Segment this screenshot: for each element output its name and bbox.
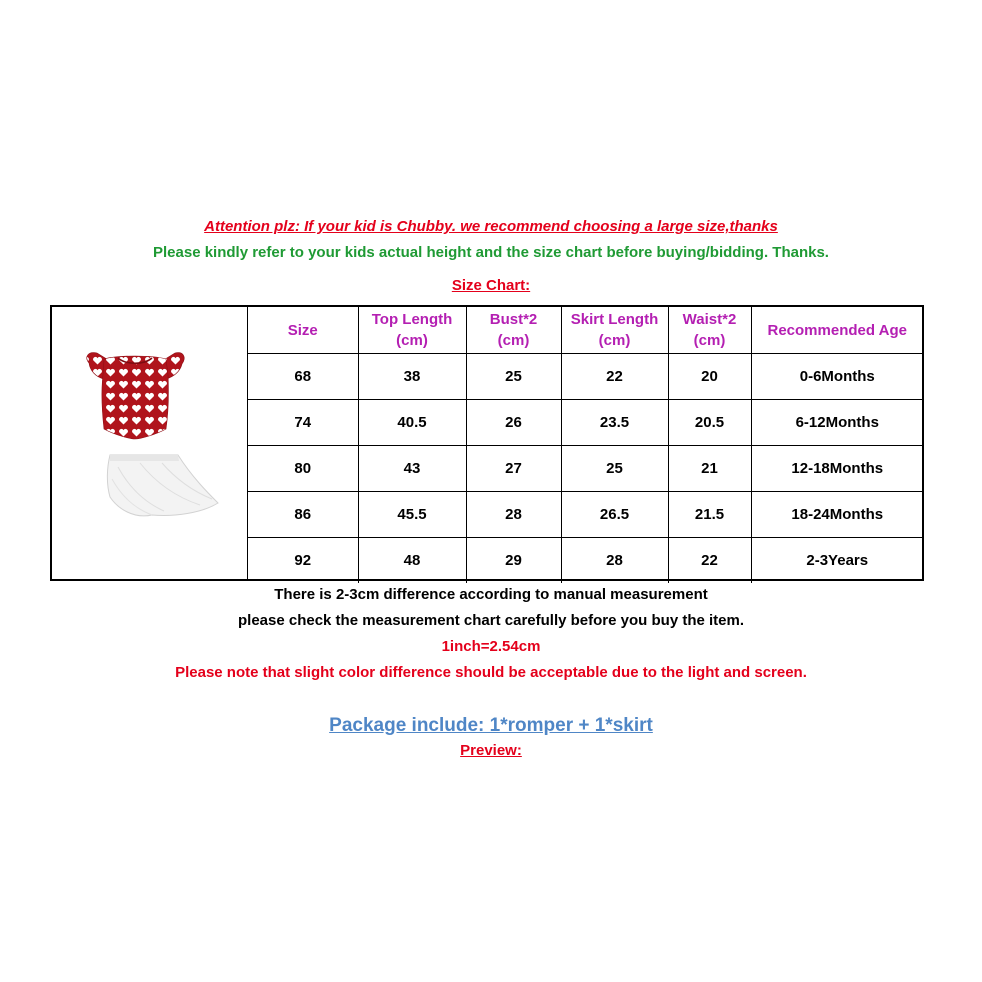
cell-size: 80 bbox=[248, 446, 358, 492]
size-chart-title: Size Chart: bbox=[451, 277, 531, 294]
table-row bbox=[248, 492, 923, 538]
cell-size: 86 bbox=[248, 492, 358, 538]
cell-waist: 20 bbox=[668, 354, 751, 400]
table-row bbox=[248, 400, 923, 446]
cell-size: 92 bbox=[248, 538, 358, 584]
package-include: Package include: 1*romper + 1*skirt bbox=[329, 715, 653, 736]
product-image bbox=[52, 307, 247, 579]
header-top-length: Top Length (cm) bbox=[358, 307, 466, 354]
cell-bust: 28 bbox=[466, 492, 561, 538]
cell-bust: 27 bbox=[466, 446, 561, 492]
cell-recommended-age: 12-18Months bbox=[751, 446, 923, 492]
cell-skirt-length: 26.5 bbox=[561, 492, 668, 538]
table-row bbox=[248, 538, 923, 584]
cell-top-length: 45.5 bbox=[358, 492, 466, 538]
table-row bbox=[248, 354, 923, 400]
color-difference-note: Please note that slight color difference should be acceptable due to the light and screen. bbox=[175, 664, 807, 681]
header-bust: Bust*2 (cm) bbox=[466, 307, 561, 354]
header-skirt-length: Skirt Length (cm) bbox=[561, 307, 668, 354]
cell-waist: 21.5 bbox=[668, 492, 751, 538]
size-reference-notice: Please kindly refer to your kids actual height and the size chart before buying/bidding. Thanks. bbox=[153, 244, 829, 261]
cell-waist: 22 bbox=[668, 538, 751, 584]
preview-heading: Preview: bbox=[460, 742, 522, 759]
measurement-difference-note: There is 2-3cm difference according to manual measurement bbox=[274, 586, 708, 603]
attention-notice: Attention plz: If your kid is Chubby. we recommend choosing a large size,thanks bbox=[204, 218, 778, 235]
cell-skirt-length: 22 bbox=[561, 354, 668, 400]
cell-top-length: 38 bbox=[358, 354, 466, 400]
cell-skirt-length: 28 bbox=[561, 538, 668, 584]
table-header-row bbox=[248, 307, 923, 354]
header-recommended-age: Recommended Age bbox=[751, 307, 923, 354]
size-chart bbox=[50, 305, 924, 581]
cell-recommended-age: 0-6Months bbox=[751, 354, 923, 400]
inch-conversion-note: 1inch=2.54cm bbox=[441, 638, 541, 655]
cell-top-length: 43 bbox=[358, 446, 466, 492]
size-table bbox=[248, 307, 923, 583]
cell-size: 68 bbox=[248, 354, 358, 400]
cell-bust: 26 bbox=[466, 400, 561, 446]
check-chart-note: please check the measurement chart carefully before you buy the item. bbox=[237, 612, 744, 629]
cell-top-length: 40.5 bbox=[358, 400, 466, 446]
cell-size: 74 bbox=[248, 400, 358, 446]
cell-recommended-age: 2-3Years bbox=[751, 538, 923, 584]
cell-recommended-age: 18-24Months bbox=[751, 492, 923, 538]
header-size: Size bbox=[248, 307, 358, 354]
header-waist: Waist*2 (cm) bbox=[668, 307, 751, 354]
cell-waist: 21 bbox=[668, 446, 751, 492]
cell-waist: 20.5 bbox=[668, 400, 751, 446]
table-row bbox=[248, 446, 923, 492]
cell-skirt-length: 25 bbox=[561, 446, 668, 492]
product-image-cell bbox=[52, 307, 248, 579]
cell-skirt-length: 23.5 bbox=[561, 400, 668, 446]
cell-top-length: 48 bbox=[358, 538, 466, 584]
cell-recommended-age: 6-12Months bbox=[751, 400, 923, 446]
cell-bust: 29 bbox=[466, 538, 561, 584]
cell-bust: 25 bbox=[466, 354, 561, 400]
